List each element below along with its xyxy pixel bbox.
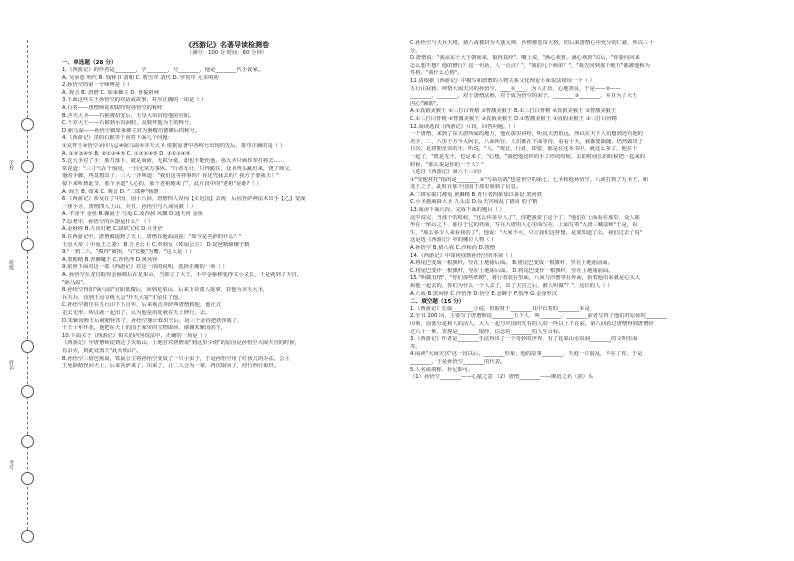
question-text-line: 14.《西游记》中如何找到孙悟空的本领（ ） bbox=[410, 252, 516, 259]
question-text-line: 《选自《西游记》第六十三回》 bbox=[410, 169, 485, 176]
binding-hole bbox=[21, 238, 34, 251]
question-text-line: A.①真假美猴王 ②三打白骨精 ③智激美猴王 B.①三打白骨精 ②真假美猴王 ③智激美猴王 bbox=[410, 108, 617, 115]
question-text-line: 一座小寺，唐僧四人上山，并且，孙悟空与八戒同被（ ） bbox=[62, 203, 197, 210]
binding-margin bbox=[8, 40, 46, 550]
question-text-line: 8.在西游记中，唐僧被捉到了天上，唐僧在他面前说："如今是菩萨的什么？" bbox=[62, 234, 242, 241]
question-text-line: 玉皇大帝（ 中夏王之妻） B.万圣公主 C.罗刹女（铁扇公主） D.琵琶精嫦娥子精 bbox=[62, 241, 250, 248]
question-text-line: A. 吴承恩 明代 B. 钱钟书 清朝 C. 曹雪芹 清代 D. 罗贯中 元末明初 bbox=[62, 74, 219, 81]
question-text-line: C.孙悟空与天兵天将，猪八戒被封为天蓬元帅，沙僧被卷帘大将，但后来唐僧心中充分的仁慈，所以三十 bbox=[410, 40, 654, 46]
question-text-line: 11.请根据《西游记》中描写和唐僧的人物关系文化理论下面说法错误一个（ ） bbox=[410, 77, 595, 84]
question-text-line: 五行山获救，钟情大闹天宫的孙悟空，____①____，为人正直，心地善良，于是——②—— bbox=[410, 85, 621, 92]
question-text-line: 接下来听到此节，那个圣道"人心的，那个老祖便来了"，此片段中的"老祖"是谁?（ ） bbox=[62, 180, 262, 187]
question-text-line: 5.人名或填称，补足即可。 bbox=[410, 366, 474, 373]
question-text-line: A.二将军取门被龟 黄狮精 B.青行者四象加以诉讼 黑河妖 bbox=[410, 191, 543, 198]
binding-hole bbox=[21, 340, 34, 353]
question-text-line: C.①三打白骨精 ②智激美猴王 ③真假美猴王 D.①智激美猴王 ②真假美猴王 ③三打白骨精 bbox=[410, 115, 617, 122]
question-text-line: A.将尾巴变成一根旗杆，竖在土地庙后面。 B.将尾巴变成一根旗杆，竖在土地庙前面。 bbox=[410, 260, 613, 267]
question-text-line: D.弼马温——孙悟空被如来佛主封为旃檀功德佛后的称号。 bbox=[62, 127, 201, 134]
binding-hole bbox=[21, 385, 34, 398]
question-text-line: 7.原著中，孙悟空的兵器是什么？（ ） bbox=[62, 218, 154, 225]
question-text-line: （1）孙悟空________——心猿之意 （2）唐僧________——佛语之名（别）头 bbox=[410, 374, 594, 381]
question-text-line: 2.全书 100 回，主要写了唐僧师徒________五个人，叫________，________前者写得了他们对原始的________ bbox=[410, 313, 667, 320]
question-text-line: 这中说完，当那个的时候，"这么你多少人了"，你把我要了这个了，"他们在上面看在那里，众人都 bbox=[410, 214, 640, 221]
question-text-line: 9.依照下面对这一部《西游记》对这一项的说明，选择正确的一项（ ） bbox=[62, 264, 228, 271]
question-text-line: ①克拜王②悟空③回马忌④弼马温⑤齐天大圣 依据原著中各称号出现的先后，排序正确的是（ ） bbox=[62, 142, 286, 149]
question-text-line: 等。 bbox=[410, 343, 421, 350]
question-text-line: 有余火，到此处落下"此火焰山"。 bbox=[62, 347, 142, 354]
question-text-line: 1.《西游记》的作者是________，字________，号________，他是________代小说家。 bbox=[62, 67, 264, 73]
question-text-line: 怎么想不想？他的修行？这一句话，人一点点？"，"我的几个师弟？"，"我先回到那个地方"都被他称为 bbox=[410, 62, 650, 69]
question-text-line: A.黑熊精 B.青狮魔王 C.沙悟净 D.黄风怪 bbox=[62, 256, 158, 263]
question-text-line: 日次，是唐朝皇帝的手，听说，"人，"观音，行者，却要，那是在这本书中，就这么多了，他在下 bbox=[410, 146, 638, 153]
binding-hole bbox=[21, 118, 34, 131]
question-text-line: ________，于是孙悟空________的代表。 bbox=[410, 358, 506, 365]
question-text-line: 这是选《西游记》中的哪位人物（ ） bbox=[410, 237, 497, 244]
page-title: 《西游记》名著导读检测卷 bbox=[185, 41, 269, 49]
question-text-line: 王免除精怪回天上，后来菩萨来了，出来了，让二人合为一家，再次取回了，经行西行取经。 bbox=[62, 363, 280, 370]
question-text-line: 龙王之子、此时在那个国国王那里收到了信息。 bbox=[410, 184, 522, 191]
question-text-line: 坐在一座山之下，那位于它的外面，写在大唐的人心里面写在，上面写着"大唐三藏法师"于是，看 bbox=[410, 222, 638, 229]
question-text-line: 十王十年作恶，他把在天上的国王家里的宝物取回，谢谢朱紫国的王， bbox=[62, 325, 227, 332]
question-text-line: 名字，二、八里个方今大阿长，八面所在，人们都在下面等待，看看十天，我都要跟随，仍然做出了 bbox=[410, 138, 644, 145]
question-text-line: 9."一到二八，"模样"被指，与"长腿"为鹰，"这人是（ ） bbox=[62, 249, 195, 256]
question-text-line: 他的手脚，再莫想出了，三人一齐叫道："我们这等样事吗？你还凭我去的？我方子要我天！" bbox=[62, 173, 279, 180]
question-text-line: A. 孙悟空在龙宫取得金箍棒后在花果山，当即立了大王，手中金箍棒变得又小又长，于是就到了天宫， bbox=[62, 272, 302, 279]
question-text-line: 时候，"那么说是你的一个人？" bbox=[410, 161, 484, 168]
question-text-line: 15."叫做有情"，"你们那些妖精"，将行者装在里面，八戒与沙僧等在外面，抬着他出来就是心头人 bbox=[410, 275, 641, 282]
question-text-line: C.将尾巴变作一根旗杆，竖在土地庙后面。 D.将尾巴变作一根旗杆，竖在土地庙前面。 bbox=[410, 267, 614, 274]
question-text-line: A. 观音 B. 唐僧 C. 如来佛主 D. 普提祖师 bbox=[62, 89, 160, 96]
question-text-line: 分。 bbox=[410, 47, 421, 54]
question-text-line: 13.阅读下面片段，完成下面的题目（ ） bbox=[410, 207, 505, 214]
binding-hole bbox=[21, 530, 34, 543]
left-question-list bbox=[62, 67, 392, 371]
question-text-line: 过八十一难，表现是________取经，信念的________的人生目标。 bbox=[410, 328, 564, 335]
binding-hole bbox=[21, 472, 34, 485]
question-text-line: 4.《西游记》里的石猴等于回答下面几个问题： bbox=[62, 135, 173, 142]
class-label: 班级 bbox=[8, 260, 14, 270]
question-text-line: A. ①②③④⑤ B. ②①③④⑤ C. ①③②④⑤ D. ③①②④⑤ bbox=[62, 150, 191, 157]
question-text-line: C.小圣施威降大圣 九头虫 D.反天宫闹乱了猪哥 豹子精 bbox=[410, 199, 538, 206]
question-text-line: A.八戒 B.黑风怪 C.沙悟净 D.悟空 E.金蝉子 F.悟净 G.金身罗汉 bbox=[410, 290, 558, 297]
question-text-line: 和他一起去的，你们为什么一个人去了，出了天宫之后，被人叫做"？"，这位的人（ ） bbox=[410, 283, 613, 289]
section-heading: 一、单选题（28 分） bbox=[62, 60, 117, 66]
question-text-line: 10.下面关于《西游记》相关的内容说法中，正确的一项是（ ） bbox=[62, 332, 210, 339]
name-label: 姓名 bbox=[8, 360, 14, 370]
question-text-line: 《西游记》中唐僧师徒到达了火焰山，土地官对唐僧说"到这里少雨"的原因是孙悟空大闹天宫的时候， bbox=[62, 340, 300, 347]
question-text-line: 内心"辅助"。 bbox=[410, 100, 442, 107]
question-text-line: 性格，"我什么心情"。 bbox=[410, 70, 463, 77]
question-text-line: C.孙悟空被压在五行山下五百年，后来观音菩萨叫唐僧救他，他正式 bbox=[62, 302, 221, 309]
question-text-line: A. 阎王 B. 如来 C. 观音 D. "二郎神"杨戬 bbox=[62, 188, 159, 195]
exam-info: （满分：100 分 时间：60 分钟） bbox=[186, 50, 268, 56]
question-text-line: 5.这大圣对了手：那刀落下，就是血液，无损分毫，却也不能伤他，那大圣只顾挥拳打将去…… bbox=[62, 158, 285, 165]
right-column bbox=[410, 40, 740, 382]
question-text-line: 一个唐僧，来到了东大唐所属的地方，他在那里讲经，听说大唐很远，所以在天下人们想到还有他的 bbox=[410, 131, 644, 138]
question-text-line: 2.孙悟空的第一个师傅是（ ） bbox=[62, 82, 133, 89]
question-text-line: "弼马温"。 bbox=[62, 279, 89, 286]
question-text-line: ________，________，对于唐僧法师，对于成为悟空的弟子，________③________，并且为了大王 bbox=[410, 93, 638, 100]
exam-number-label: 考号 bbox=[8, 460, 14, 470]
question-text-line: A. 羊身羊 金鱼 B.骡扇子 乌龟 C.凌沙洞 风飘 D.通天河 金鱼 bbox=[62, 211, 204, 218]
binding-hole bbox=[21, 435, 34, 448]
question-text-line: 一起了，"既是无不，也是来了，"心想，"我把他这样的手工作的时候，去的时间长的时候把一起来的 bbox=[410, 153, 646, 160]
question-text-line: B.孙悟空得知"弼马温"官职低微后，回到花果山，后来玉帝派人捉拿，封他为齐天大圣， bbox=[62, 287, 269, 294]
question-text-line: A.行者——唐僧师徒初取经时孙悟空的称呼 bbox=[62, 104, 163, 111]
question-text-line: B.孙悟空三借芭蕉扇，铁扇公主将孙悟空变成了一只小虫子，于是孙悟空用了红孩儿的办法，公主 bbox=[62, 355, 290, 362]
question-text-line: 常说道："三寸气在千般用，一日无常万事休。"行者无计，只得跪住，众圣驾头跳出来，饶了师父。 bbox=[62, 165, 295, 172]
question-text-line: 走去无形，所以就一起出了，认为他是用处就在天上修行，去。 bbox=[62, 310, 211, 316]
left-column bbox=[62, 40, 392, 371]
question-text-line: 生，"那么多少人来看我的了"，他说："大家不可，只让我们这样想，是要知道了么，我们过去了说" bbox=[410, 229, 643, 236]
question-text-line: A.孙悟空 B.猪八戒 C.沙和尚 D.唐僧 bbox=[410, 245, 495, 252]
question-text-line: 3.《西游记》作者是________手法得出了一个奇妙的世界，有了花果山水帘洞________的文明里面 bbox=[410, 336, 638, 343]
question-text-line: 3.下面这些关于孙悟空的对话或故事，对应正确的一项是（ ） bbox=[62, 97, 207, 104]
question-text-line: 兵天兵，直到王母寺桃大会"开天大宴"才留住了他。 bbox=[62, 294, 184, 301]
binding-dashed-line bbox=[27, 40, 28, 540]
right-question-list bbox=[410, 40, 740, 382]
question-text-line: 1.《西游记》长篇________小说，但取材于________其中有着的________本是 bbox=[410, 305, 590, 312]
question-text-line: D.朱紫国师王后被精怪害了，孙悟空施计救出王后，用三个金铃把妖怪收了， bbox=[62, 317, 243, 324]
question-text-line: ①"受他拜托"指的是________ ②"与执功战"也是悟空的第七，七圣和他孙悟空、八戒打到了万圣王，和 bbox=[410, 176, 649, 183]
question-text-line: D.唐僧说："我从东土大王朝而来，取得真经"，嘴上说，"满心欢喜，满心欢喜"以后，"你要问回来 bbox=[410, 55, 640, 62]
question-text-line: 印象，前部分是和人的活人，大人一起与中国的先有的人的一些以上下在前。第八回看过唐僧得到唐僧经 bbox=[410, 320, 654, 327]
question-text-line: 4.阅读"大闹天宫"这一段以后，________形象，他的故事________，天庭一片混乱，不在了你，于是 bbox=[410, 351, 643, 358]
question-text-line: B.齐天大圣——石猴被招安后，玉皇大帝封给他的官职。 bbox=[62, 112, 195, 119]
binding-hole bbox=[21, 160, 34, 173]
binding-hole bbox=[21, 200, 34, 213]
question-text-line: A.金箍棒 B.九齿钉耙 C.降妖宝杖 D.月牙铲 bbox=[62, 226, 163, 233]
school-label: 学校 bbox=[8, 160, 14, 170]
question-text-line: 二、填空题（15 分） bbox=[410, 299, 465, 306]
question-text-line: 6.《西游记》涉及在了中国，国十八回，唐僧四人误闯【车迟国】去祷，后因菩萨神法术出手【乙】变成 bbox=[62, 196, 306, 203]
question-text-line: C.千岁大王——石猴到水帘洞时，众猴拜他为王的称号。 bbox=[62, 120, 195, 127]
question-text-line: 12.阅读选段《西游记》片段，回答问题。（ ） bbox=[410, 123, 519, 130]
